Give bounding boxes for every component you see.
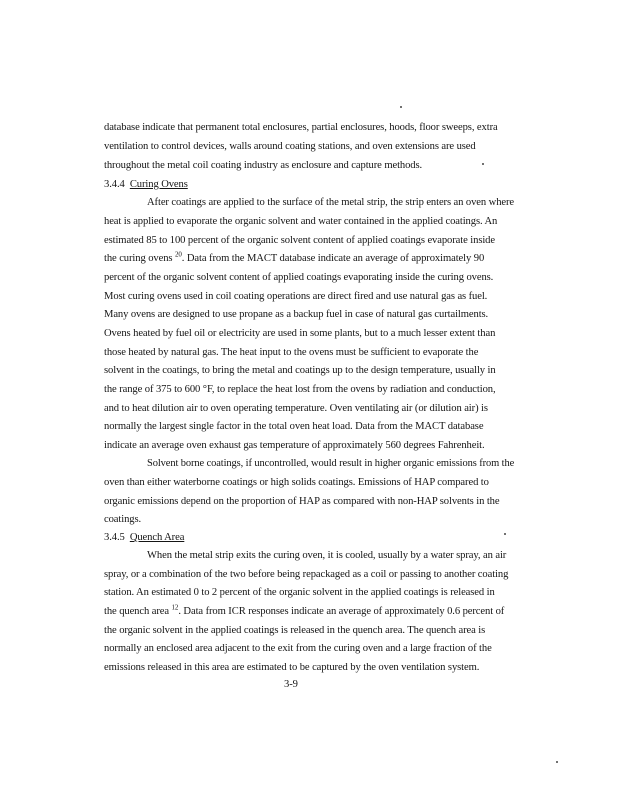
body-line: Most curing ovens used in coil coating operations are direct fired and use natural gas as fuel. (104, 291, 488, 302)
text-run: the curing ovens (104, 253, 175, 264)
citation-superscript: 20 (174, 250, 182, 259)
text-run: . Data from ICR responses indicate an average of approximately 0.6 percent of (178, 606, 505, 617)
body-line: indicate an average oven exhaust gas temperature of approximately 560 degrees Fahrenheit. (104, 440, 485, 451)
section-heading-quench-area (104, 529, 184, 548)
body-line: ventilation to control devices, walls around coating stations, and oven extensions are used (104, 141, 476, 152)
body-line: estimated 85 to 100 percent of the organic solvent content of applied coatings evaporate inside (104, 235, 495, 246)
page-number: 3-9 (284, 679, 298, 690)
body-line: coatings. (104, 514, 142, 525)
scan-speck (504, 533, 506, 535)
body-line: solvent in the coatings, to bring the metal and coatings up to the design temperature, usually in (104, 365, 496, 376)
body-line: Ovens heated by fuel oil or electricity are used in some plants, but to a much lesser extent than (104, 328, 496, 339)
body-line (104, 603, 504, 622)
body-line: When the metal strip exits the curing oven, it is cooled, usually by a water spray, an air (147, 550, 507, 561)
body-line: percent of the organic solvent content of applied coatings evaporating inside the curing ovens. (104, 272, 494, 283)
section-title: Quench Area (129, 532, 185, 543)
body-line: database indicate that permanent total enclosures, partial enclosures, hoods, floor sweeps, extra (104, 122, 498, 133)
section-number: 3.4.4 (104, 179, 125, 190)
body-line: heat is applied to evaporate the organic solvent and water contained in the applied coatings. An (104, 216, 498, 227)
text-run: the quench area (104, 606, 172, 617)
body-line: normally the largest single factor in the total oven heat load. Data from the MACT database (104, 421, 484, 432)
scan-speck (482, 163, 484, 165)
body-line: Many ovens are designed to use propane as a backup fuel in case of natural gas curtailments. (104, 309, 489, 320)
body-line: Solvent borne coatings, if uncontrolled, would result in higher organic emissions from the (147, 458, 515, 469)
body-line: spray, or a combination of the two before being repackaged as a coil or passing to another coating (104, 569, 509, 580)
text-run: . Data from the MACT database indicate an average of approximately 90 (181, 253, 485, 264)
body-line: normally an enclosed area adjacent to the exit from the curing oven and a large fraction of the (104, 643, 492, 654)
body-line: the organic solvent in the applied coatings is released in the quench area. The quench area is (104, 625, 486, 636)
body-line: the range of 375 to 600 °F, to replace the heat lost from the ovens by radiation and conduction, (104, 384, 496, 395)
section-heading-curing-ovens (104, 176, 188, 195)
body-line: and to heat dilution air to oven operating temperature. Oven ventilating air (or dilution air) is (104, 403, 488, 414)
body-line: After coatings are applied to the surface of the metal strip, the strip enters an oven where (147, 197, 515, 208)
body-line: organic emissions depend on the proportion of HAP as compared with non-HAP solvents in the (104, 496, 500, 507)
body-line: those heated by natural gas. The heat input to the ovens must be sufficient to evaporate the (104, 347, 479, 358)
body-line: emissions released in this area are estimated to be captured by the oven ventilation system. (104, 662, 480, 673)
body-line: oven than either waterborne coatings or high solids coatings. Emissions of HAP compared to (104, 477, 489, 488)
body-line: throughout the metal coil coating industry as enclosure and capture methods. (104, 160, 423, 171)
body-line: station. An estimated 0 to 2 percent of the organic solvent in the applied coatings is released in (104, 587, 495, 598)
section-number: 3.4.5 (104, 532, 125, 543)
scan-speck (556, 761, 558, 763)
body-line (104, 250, 484, 269)
citation-superscript: 12 (171, 603, 179, 612)
section-title: Curing Ovens (129, 179, 188, 190)
scan-speck (400, 106, 402, 108)
